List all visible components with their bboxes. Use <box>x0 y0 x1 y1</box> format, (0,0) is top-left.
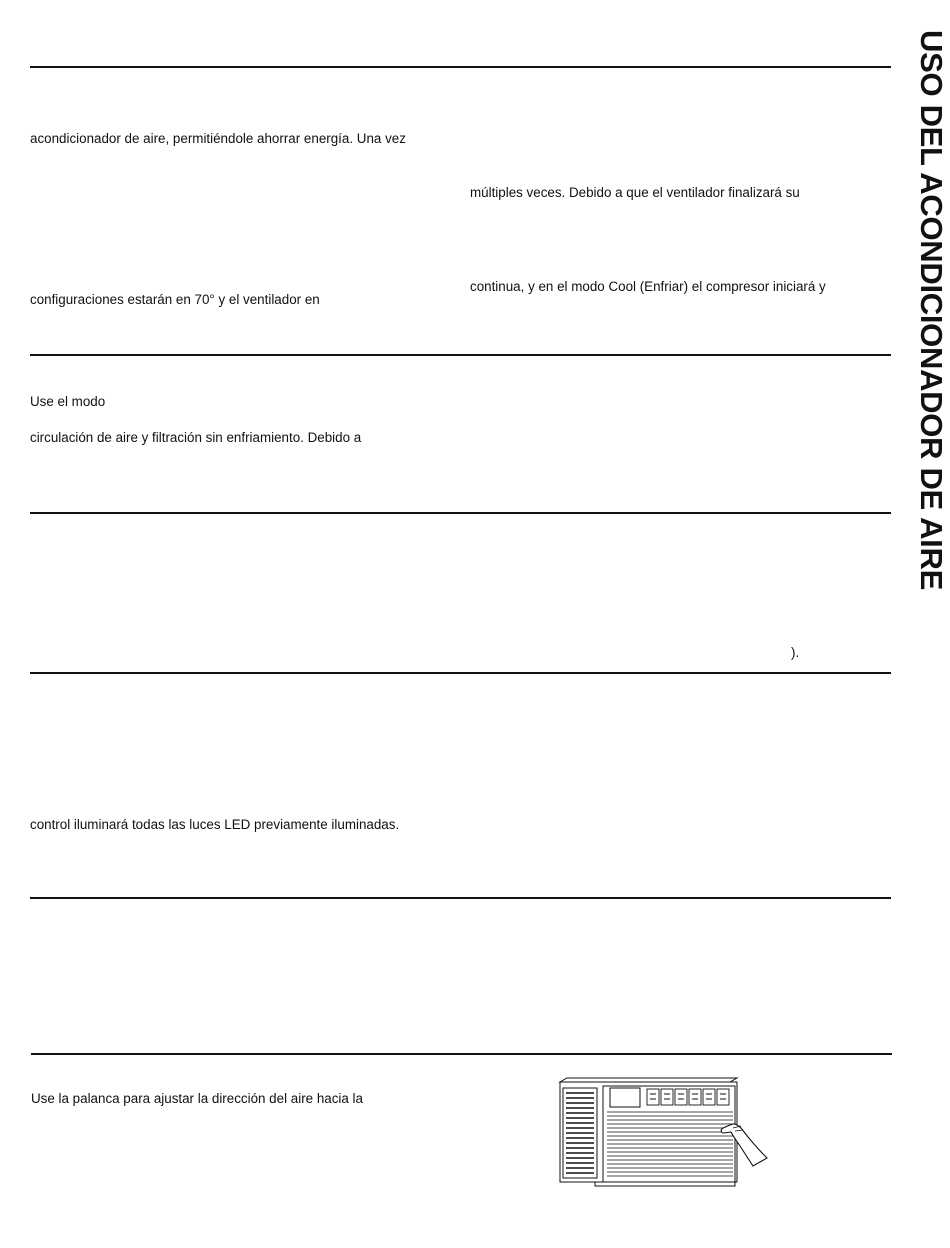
text-line: circulación de aire y filtración sin enfriamiento. Debido a <box>30 430 362 445</box>
section-side-title: USO DEL ACONDICIONADOR DE AIRE <box>914 30 949 590</box>
text-line: control iluminará todas las luces LED previamente iluminadas. <box>30 817 400 832</box>
section-divider <box>30 672 891 674</box>
text-line: Use la palanca para ajustar la dirección del aire hacia la <box>31 1091 363 1106</box>
air-conditioner-illustration <box>555 1076 770 1188</box>
section-divider <box>31 1053 892 1055</box>
text-line: continua, y en el modo Cool (Enfriar) el compresor iniciará y <box>470 279 826 294</box>
section-divider <box>30 66 891 68</box>
section-divider <box>30 354 891 356</box>
text-line: acondicionador de aire, permitiéndole ahorrar energía. Una vez <box>30 131 406 146</box>
text-line: Use el modo <box>30 394 106 409</box>
section-divider <box>30 512 891 514</box>
section-divider <box>30 897 891 899</box>
text-line: configuraciones estarán en 70° y el ventilador en <box>30 292 320 307</box>
text-line: ). <box>791 645 800 660</box>
text-line: múltiples veces. Debido a que el ventilador finalizará su <box>470 185 800 200</box>
